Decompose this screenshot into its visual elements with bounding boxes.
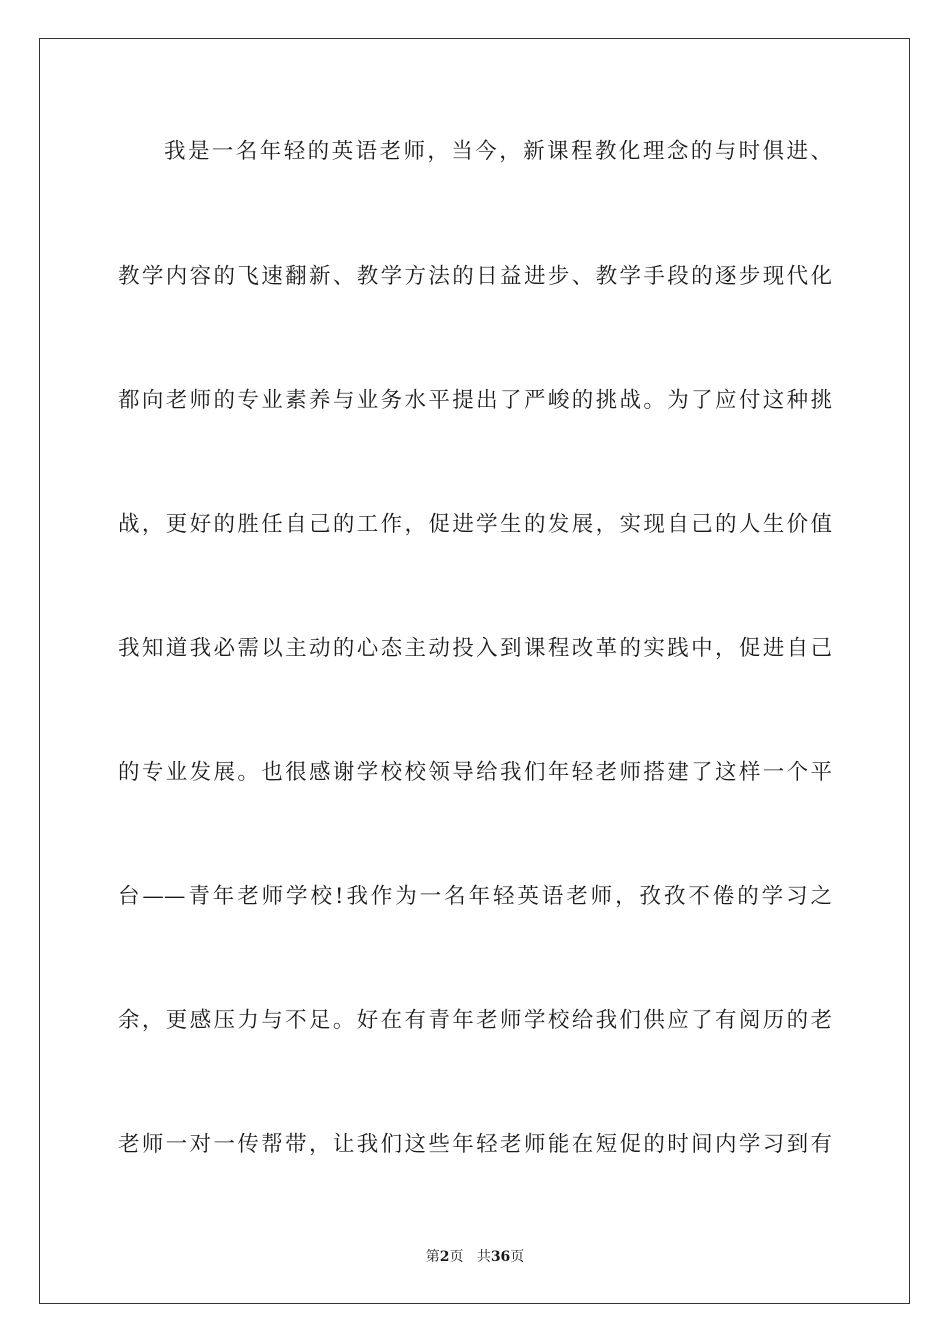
paragraph-line: 的专业发展。也很感谢学校校领导给我们年轻老师搭建了这样一个平 [118,760,832,785]
paragraph-line: 我知道我必需以主动的心态主动投入到课程改革的实践中，促进自己 [118,636,832,661]
page-border [39,38,910,1304]
paragraph-line: 老师一对一传帮带，让我们这些年轻老师能在短促的时间内学习到有 [118,1132,832,1157]
paragraph-line: 战，更好的胜任自己的工作，促进学生的发展，实现自己的人生价值 [118,512,832,537]
total-pages: 36 [490,1249,511,1265]
paragraph-line: 都向老师的专业素养与业务水平提出了严峻的挑战。为了应付这种挑 [118,388,832,413]
page-unit: 页 [449,1249,464,1265]
paragraph-line: 教学内容的飞速翻新、教学方法的日益进步、教学手段的逐步现代化 [118,264,832,289]
page-number: 2 [439,1249,450,1265]
paragraph-line: 台——青年老师学校!我作为一名年轻英语老师，孜孜不倦的学习之 [118,884,832,909]
page-footer [0,1247,950,1267]
paragraph-line: 余，更感压力与不足。好在有青年老师学校给我们供应了有阅历的老 [118,1008,832,1033]
total-prefix: 共 [476,1249,491,1265]
total-unit: 页 [510,1249,525,1265]
page-prefix: 第 [425,1249,440,1265]
paragraph-line: 我是一名年轻的英语老师，当今，新课程教化理念的与时俱进、 [164,139,832,164]
